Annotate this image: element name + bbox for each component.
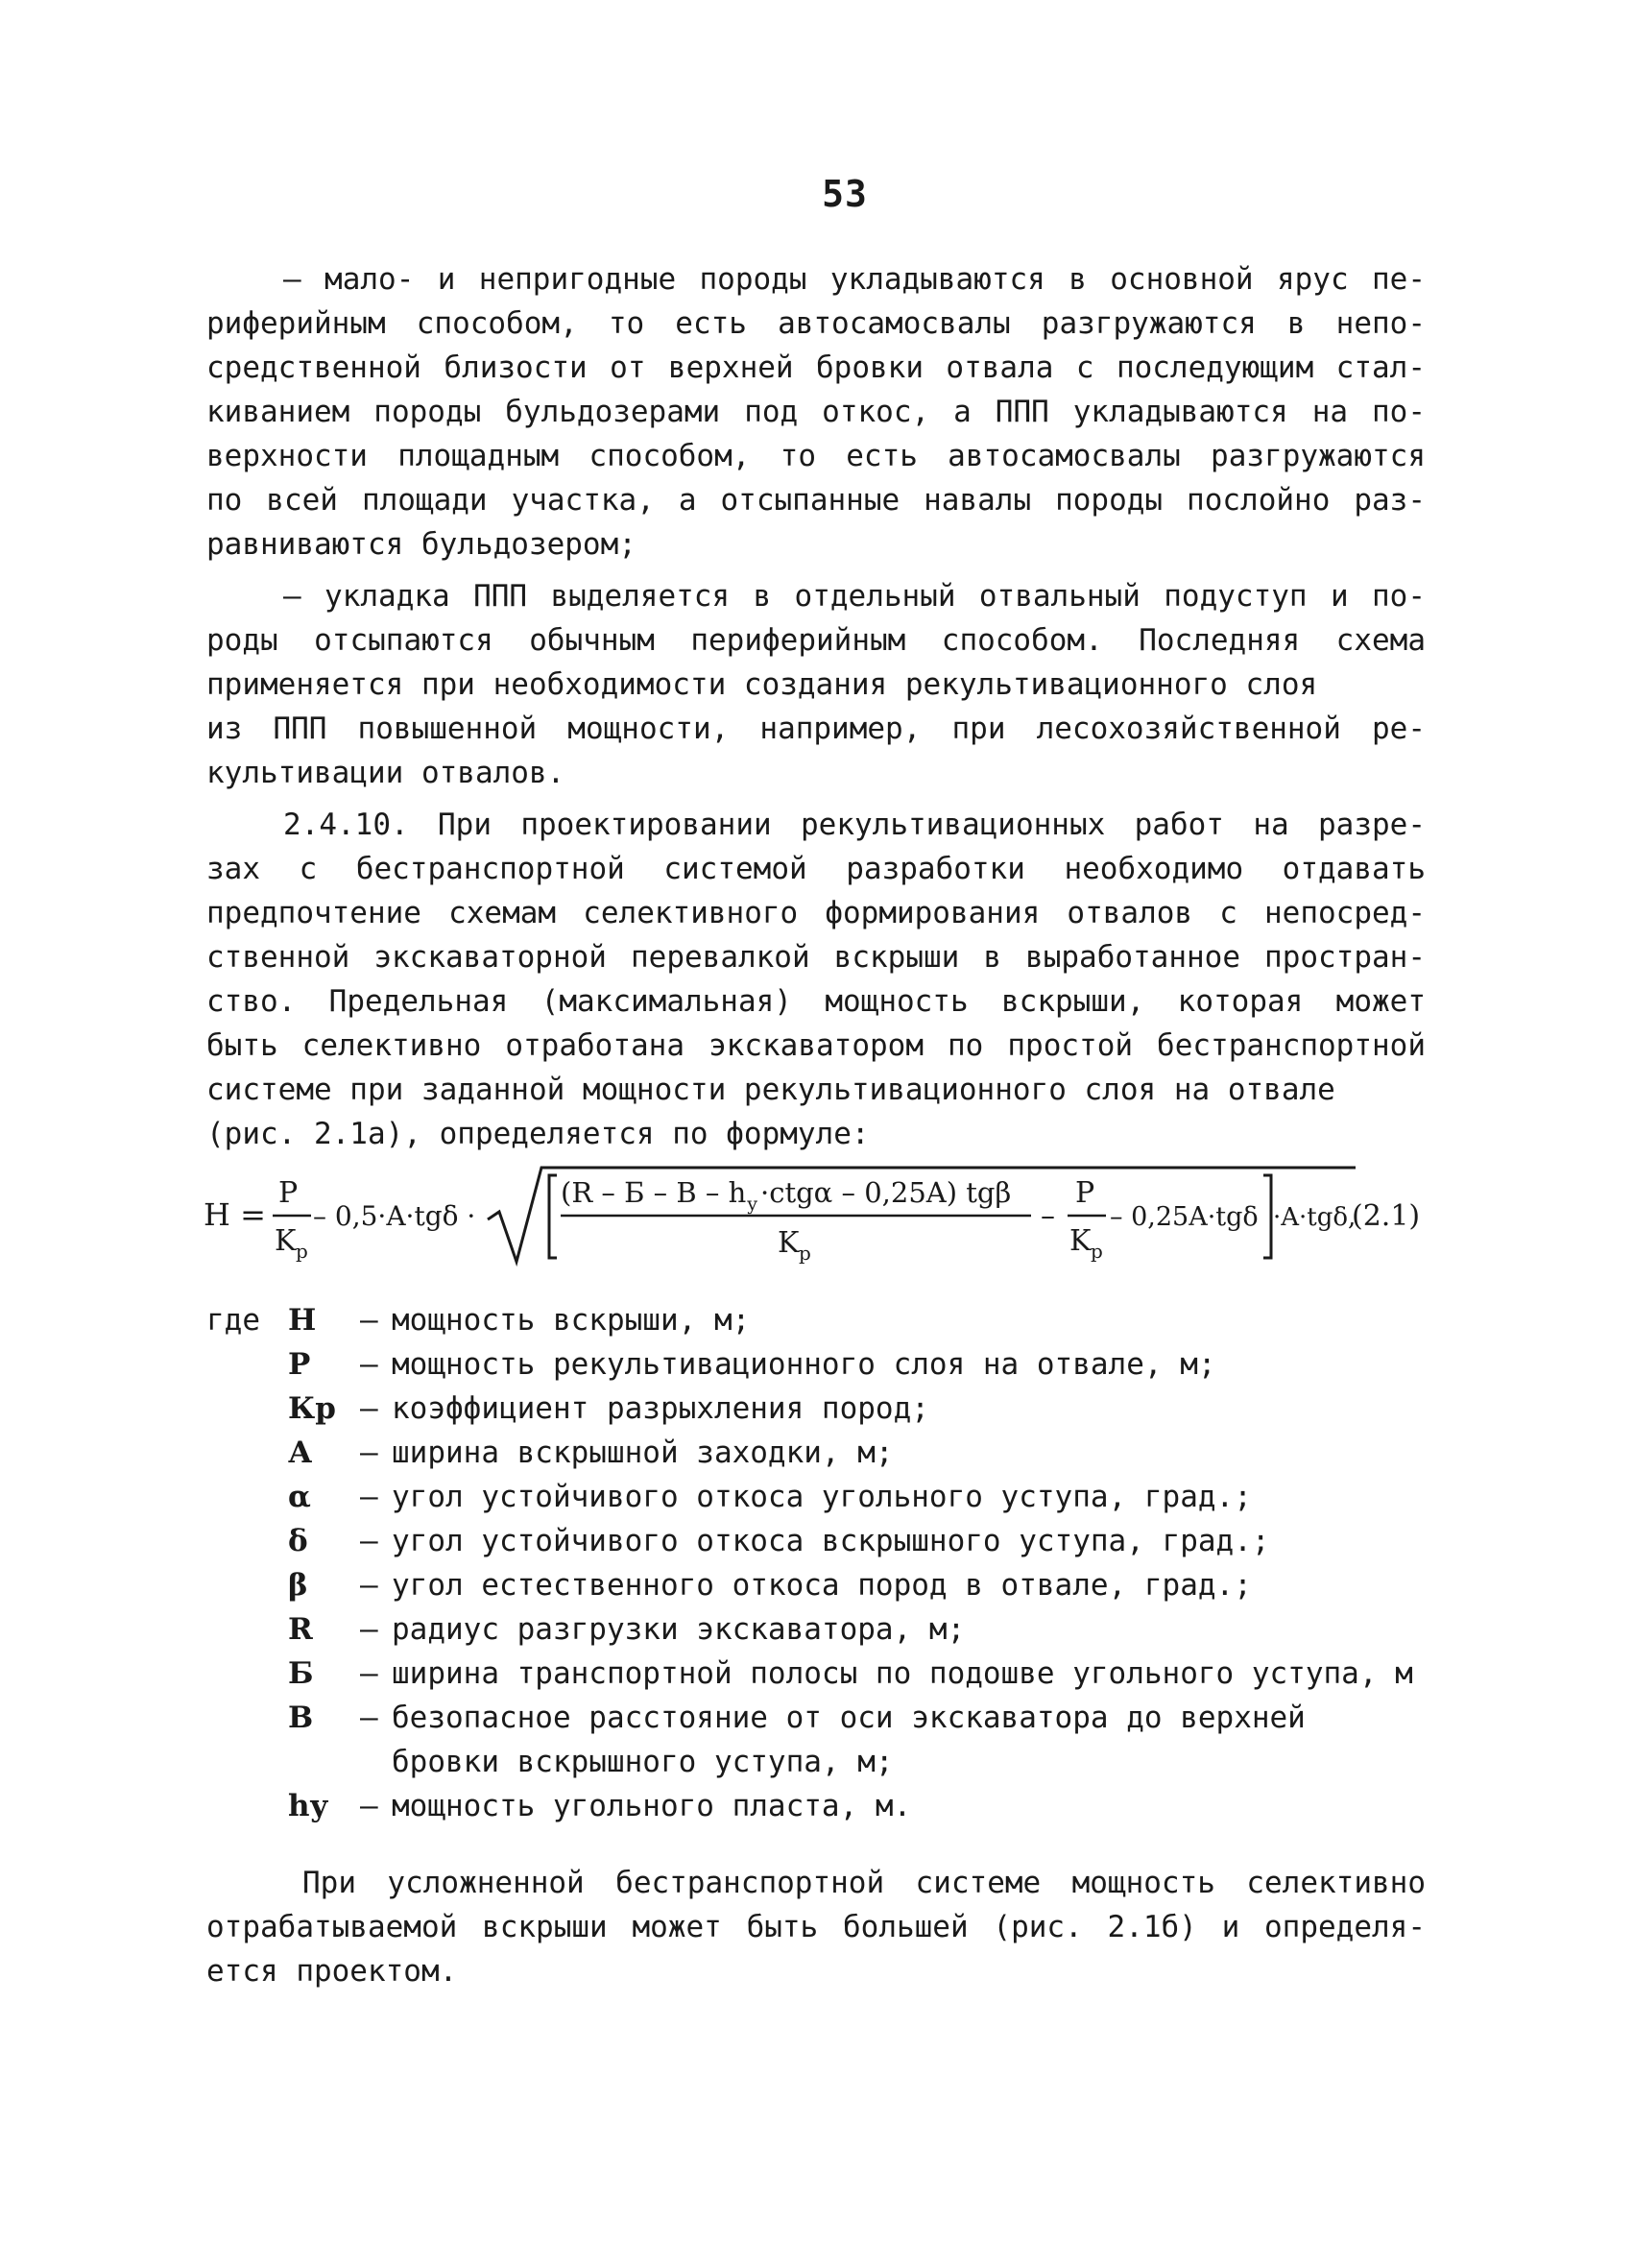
text-line: При усложненной бестранспортной системе мощность селективно: [302, 1866, 1426, 1900]
formula-numerator: (R – Б – В – h: [561, 1176, 747, 1209]
text-line: зах с бестранспортной системой разработки необходимо отдавать: [206, 852, 1426, 886]
legend-dash: –: [360, 1789, 378, 1823]
formula-numerator-rest: ·ctgα – 0,25A) tgβ: [760, 1176, 1012, 1209]
text-line: роды отсыпаются обычным периферийным способом. Последняя схема: [206, 623, 1426, 658]
legend-symbol: Кр: [288, 1391, 336, 1426]
formula-minus: –: [1041, 1199, 1055, 1233]
legend-dash: –: [360, 1701, 378, 1735]
text-line: по всей площади участка, а отсыпанные навалы породы послойно раз-: [206, 483, 1426, 518]
legend-where: где: [206, 1303, 260, 1338]
text-line: средственной близости от верхней бровки отвала с последующим стал-: [206, 350, 1426, 385]
text-line: – мало- и непригодные породы укладываются в основной ярус пе-: [283, 262, 1426, 297]
formula-outer: ·A·tgδ,: [1273, 1203, 1357, 1232]
text-line: культивации отвалов.: [206, 756, 565, 790]
text-line: верхности площадным способом, то есть автосамосвалы разгружаются: [206, 439, 1426, 473]
formula-p: P: [1075, 1176, 1095, 1210]
legend-dash: –: [360, 1612, 378, 1647]
legend-symbol: hу: [288, 1789, 329, 1823]
text-line: применяется при необходимости создания рекультивационного слоя: [206, 667, 1318, 702]
legend-text: угол устойчивого откоса вскрышного уступа, град.;: [392, 1524, 1270, 1558]
legend-text: угол устойчивого откоса угольного уступа, град.;: [392, 1480, 1252, 1514]
text-line: риферийным способом, то есть автосамосвалы разгружаются в непо-: [206, 306, 1426, 341]
text-line: системе при заданной мощности рекультивационного слоя на отвале: [206, 1073, 1335, 1107]
legend-dash: –: [360, 1391, 378, 1426]
text-line: ство. Предельная (максимальная) мощность вскрыши, которая может: [206, 984, 1426, 1019]
legend-dash: –: [360, 1347, 378, 1382]
legend-text: бровки вскрышного уступа, м;: [392, 1745, 894, 1779]
legend-dash: –: [360, 1303, 378, 1338]
legend-dash: –: [360, 1568, 378, 1603]
legend-symbol: Р: [288, 1347, 311, 1382]
legend-symbol: α: [288, 1480, 311, 1514]
formula-kp-sub: р: [799, 1242, 811, 1265]
legend-text: безопасное расстояние от оси экскаватора до верхней: [392, 1701, 1306, 1735]
text-line: равниваются бульдозером;: [206, 527, 636, 562]
formula-label: (2.1): [1352, 1199, 1421, 1233]
text-line: (рис. 2.1а), определяется по формуле:: [206, 1117, 870, 1151]
formula-tail: – 0,25A·tgδ: [1110, 1202, 1259, 1232]
legend-text: мощность рекультивационного слоя на отвале, м;: [392, 1347, 1216, 1382]
formula-lhs: Н =: [204, 1196, 266, 1233]
text-line: предпочтение схемам селективного формирования отвалов с непосред-: [206, 896, 1426, 930]
legend-dash: –: [360, 1480, 378, 1514]
legend-symbol: Б: [288, 1656, 314, 1691]
legend-text: ширина транспортной полосы по подошве угольного уступа, м: [392, 1656, 1413, 1691]
formula-kp-sub: р: [1091, 1240, 1103, 1263]
text-line: отрабатываемой вскрыши может быть большей (рис. 2.1б) и определя-: [206, 1910, 1426, 1944]
formula-numerator-sub: у: [747, 1194, 758, 1215]
formula-p: P: [278, 1176, 299, 1210]
legend-symbol: Н: [288, 1303, 317, 1338]
text-line: быть селективно отработана экскаватором по простой бестранспортной: [206, 1028, 1426, 1063]
legend-text: мощность вскрыши, м;: [392, 1303, 751, 1338]
text-line: – укладка ППП выделяется в отдельный отвальный подуступ и по-: [283, 579, 1426, 614]
legend-text: коэффициент разрыхления пород;: [392, 1391, 929, 1426]
formula-kp-sub: р: [296, 1240, 308, 1263]
formula-2-1: [204, 1162, 1442, 1267]
formula-kp: K: [1069, 1224, 1092, 1258]
text-line: из ППП повышенной мощности, например, при лесохозяйственной ре-: [206, 712, 1426, 746]
page-number: 53: [822, 173, 868, 215]
legend-dash: –: [360, 1524, 378, 1558]
formula-term1: – 0,5·A·tgδ ·: [313, 1200, 476, 1232]
formula-kp: K: [275, 1224, 297, 1258]
legend-dash: –: [360, 1656, 378, 1691]
legend-dash: –: [360, 1436, 378, 1470]
legend-symbol: А: [288, 1436, 313, 1470]
legend-symbol: В: [288, 1701, 314, 1735]
text-line: киванием породы бульдозерами под откос, а ППП укладываются на по-: [206, 395, 1426, 429]
legend-text: угол естественного откоса пород в отвале, град.;: [392, 1568, 1252, 1603]
legend-symbol: β: [288, 1568, 308, 1603]
legend-text: ширина вскрышной заходки, м;: [392, 1436, 894, 1470]
legend-text: мощность угольного пласта, м.: [392, 1789, 912, 1823]
text-line: ется проектом.: [206, 1954, 458, 1989]
text-line: 2.4.10. При проектировании рекультивационных работ на разре-: [283, 808, 1426, 842]
legend-symbol: R: [288, 1612, 313, 1647]
formula-kp: K: [778, 1226, 800, 1260]
legend-text: радиус разгрузки экскаватора, м;: [392, 1612, 966, 1647]
legend-symbol: δ: [288, 1524, 308, 1558]
text-line: ственной экскаваторной перевалкой вскрыши в выработанное простран-: [206, 940, 1426, 975]
